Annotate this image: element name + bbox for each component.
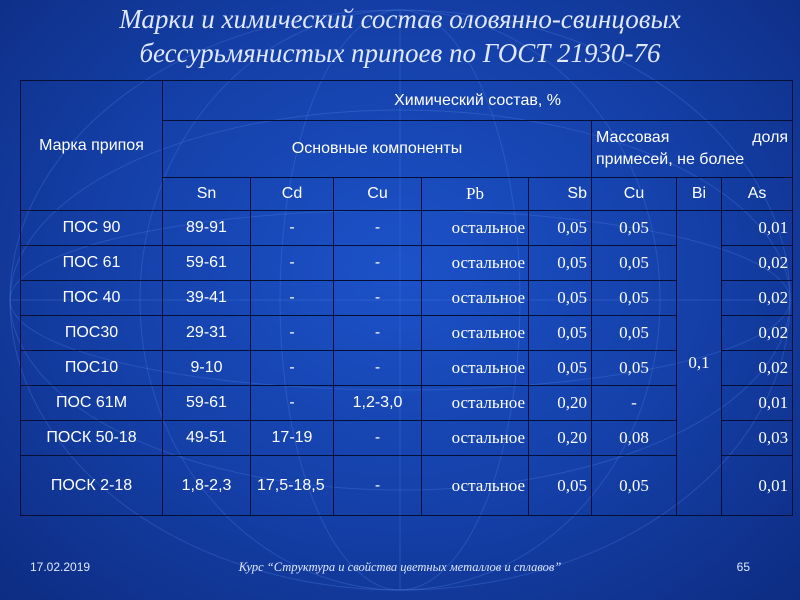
- cell-as: 0,01: [722, 211, 793, 246]
- slide-title-line-2: бессурьмянистых припоев по ГОСТ 21930-76: [139, 38, 661, 68]
- cell-sn: 89-91: [163, 211, 251, 246]
- header-col-pb: Pb: [422, 178, 529, 211]
- cell-sb: 0,05: [529, 246, 592, 281]
- footer-date: 17.02.2019: [30, 560, 91, 574]
- cell-sb: 0,05: [529, 456, 592, 516]
- cell-sn: 29-31: [163, 316, 251, 351]
- cell-cd: -: [251, 211, 334, 246]
- slide-title: [0, 2, 800, 70]
- cell-as: 0,02: [722, 246, 793, 281]
- cell-brand: ПОС 61М: [21, 386, 163, 421]
- header-col-sn: Sn: [163, 178, 251, 211]
- footer-page-number: 65: [736, 560, 750, 574]
- cell-as: 0,02: [722, 316, 793, 351]
- cell-brand: ПОС 61: [21, 246, 163, 281]
- cell-cd: -: [251, 386, 334, 421]
- cell-sb: 0,20: [529, 386, 592, 421]
- cell-cu-impurity: 0,05: [592, 456, 677, 516]
- cell-cu: -: [334, 316, 422, 351]
- cell-pb: остальное: [422, 456, 529, 516]
- header-col-cu: Cu: [334, 178, 422, 211]
- cell-cu: -: [334, 281, 422, 316]
- cell-brand: ПОС 90: [21, 211, 163, 246]
- cell-cu: -: [334, 246, 422, 281]
- cell-brand: ПОС 40: [21, 281, 163, 316]
- cell-cd: -: [251, 316, 334, 351]
- cell-as: 0,01: [722, 456, 793, 516]
- cell-pb: остальное: [422, 211, 529, 246]
- cell-cu: -: [334, 351, 422, 386]
- header-main-components: Основные компоненты: [163, 121, 592, 178]
- cell-as: 0,02: [722, 351, 793, 386]
- cell-cu: 1,2-3,0: [334, 386, 422, 421]
- cell-pb: остальное: [422, 316, 529, 351]
- cell-pb: остальное: [422, 351, 529, 386]
- cell-sb: 0,05: [529, 211, 592, 246]
- cell-as: 0,02: [722, 281, 793, 316]
- table-row: [21, 211, 793, 246]
- cell-bi-shared: 0,1: [677, 211, 722, 516]
- solder-composition-table: [20, 80, 793, 516]
- footer-course-title: Курс “Структура и свойства цветных металлов и сплавов”: [238, 560, 562, 574]
- header-col-cu-impurity: Cu: [592, 178, 677, 211]
- cell-cu-impurity: 0,05: [592, 246, 677, 281]
- header-col-as: As: [722, 178, 793, 211]
- cell-pb: остальное: [422, 246, 529, 281]
- header-brand: Марка припоя: [21, 81, 163, 211]
- cell-cd: -: [251, 246, 334, 281]
- header-col-sb: Sb: [529, 178, 592, 211]
- cell-sb: 0,05: [529, 316, 592, 351]
- cell-pb: остальное: [422, 386, 529, 421]
- cell-sn: 49-51: [163, 421, 251, 456]
- cell-pb: остальное: [422, 281, 529, 316]
- cell-cu: -: [334, 456, 422, 516]
- cell-cd: -: [251, 281, 334, 316]
- header-col-bi: Bi: [677, 178, 722, 211]
- header-chemical-composition: Химический состав, %: [163, 81, 793, 121]
- cell-sn: 59-61: [163, 386, 251, 421]
- cell-cd: 17-19: [251, 421, 334, 456]
- cell-cd: 17,5-18,5: [251, 456, 334, 516]
- cell-sb: 0,20: [529, 421, 592, 456]
- header-col-cd: Cd: [251, 178, 334, 211]
- header-impurities: Массовая доля примесей, не более: [592, 121, 793, 178]
- cell-sn: 59-61: [163, 246, 251, 281]
- cell-brand: ПОС10: [21, 351, 163, 386]
- cell-cu-impurity: 0,08: [592, 421, 677, 456]
- cell-as: 0,03: [722, 421, 793, 456]
- cell-cu: -: [334, 421, 422, 456]
- cell-sn: 1,8-2,3: [163, 456, 251, 516]
- cell-cu-impurity: 0,05: [592, 316, 677, 351]
- cell-sb: 0,05: [529, 281, 592, 316]
- cell-sn: 39-41: [163, 281, 251, 316]
- cell-cd: -: [251, 351, 334, 386]
- slide-title-line-1: Марки и химический состав оловянно-свинцовых: [119, 4, 681, 34]
- cell-cu-impurity: 0,05: [592, 281, 677, 316]
- cell-sb: 0,05: [529, 351, 592, 386]
- cell-pb: остальное: [422, 421, 529, 456]
- cell-cu-impurity: -: [592, 386, 677, 421]
- cell-brand: ПОСК 50-18: [21, 421, 163, 456]
- cell-cu: -: [334, 211, 422, 246]
- cell-sn: 9-10: [163, 351, 251, 386]
- cell-cu-impurity: 0,05: [592, 211, 677, 246]
- cell-brand: ПОСК 2-18: [21, 456, 163, 516]
- cell-as: 0,01: [722, 386, 793, 421]
- cell-brand: ПОС30: [21, 316, 163, 351]
- cell-cu-impurity: 0,05: [592, 351, 677, 386]
